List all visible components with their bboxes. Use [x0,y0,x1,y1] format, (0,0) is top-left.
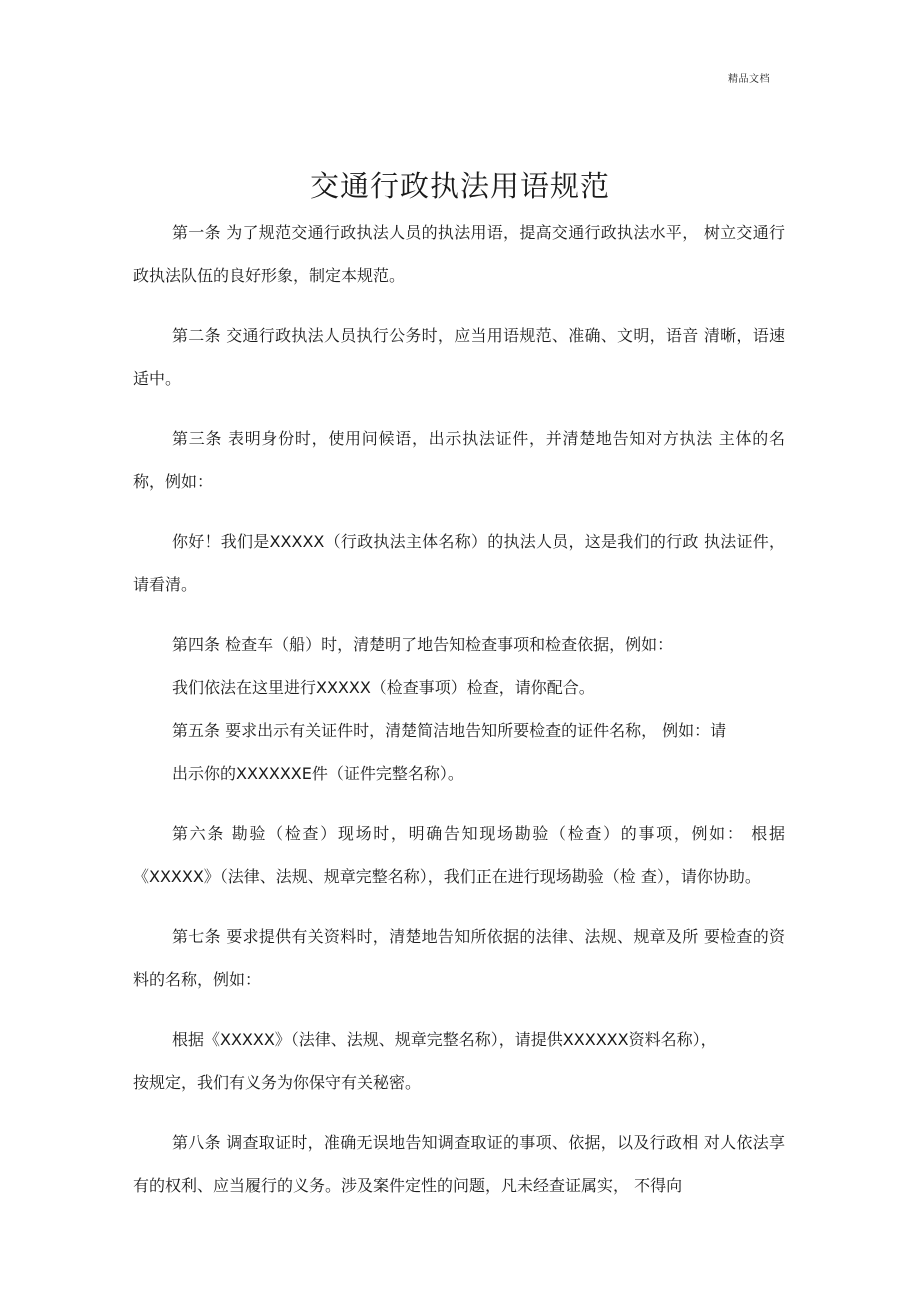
document-title: 交通行政执法用语规范 [309,169,610,203]
article-7-example: 根据《XXXXX》（法律、法规、规章完整名称），请提供XXXXXX资料名称）， [172,1030,717,1049]
article-1: 第一条 为了规范交通行政执法人员的执法用语，提高交通行政执法水平， 树立交通行政执法队伍的良好形象，制定本规范。 [133,223,785,285]
article-3-example: 你好！我们是XXXXX（行政执法主体名称）的执法人员，这是我们的行政 执法证件，请看清。 [133,532,785,594]
article-4-example: 我们依法在这里进行XXXXX（检查事项）检查，请你配合。 [172,678,595,697]
article-4: 第四条 检查车（船）时，清楚明了地告知检查事项和检查依据，例如： [172,635,674,654]
article-6: 第六条 勘验（检查）现场时，明确告知现场勘验（检查）的事项，例如： 根据《XXXXX》（法律、法规、规章完整名称），我们正在进行现场勘验（检 查），请你协助。 [133,824,785,886]
article-3: 第三条 表明身份时，使用问候语，出示执法证件，并清楚地告知对方执法 主体的名称，例如： [133,429,785,491]
document-body [133,211,785,1224]
article-8: 第八条 调查取证时，准确无误地告知调查取证的事项、依据，以及行政相 对人依法享有的权利、应当履行的义务。涉及案件定性的问题，凡未经查证属实， 不得向 [133,1133,785,1195]
header-mark: 精品文档 [728,74,770,85]
article-7-continuation: 按规定，我们有义务为你保守有关秘密。 [133,1073,422,1092]
article-5: 第五条 要求出示有关证件时，清楚简洁地告知所要检查的证件名称， 例如：请 [172,721,727,740]
article-5-continuation: 出示你的XXXXXXE件（证件完整名称）。 [172,764,464,783]
article-7: 第七条 要求提供有关资料时，清楚地告知所依据的法律、法规、规章及所 要检查的资料的名称，例如： [133,927,785,989]
article-2: 第二条 交通行政执法人员执行公务时，应当用语规范、准确、文明，语音 清晰，语速适中。 [133,326,785,388]
